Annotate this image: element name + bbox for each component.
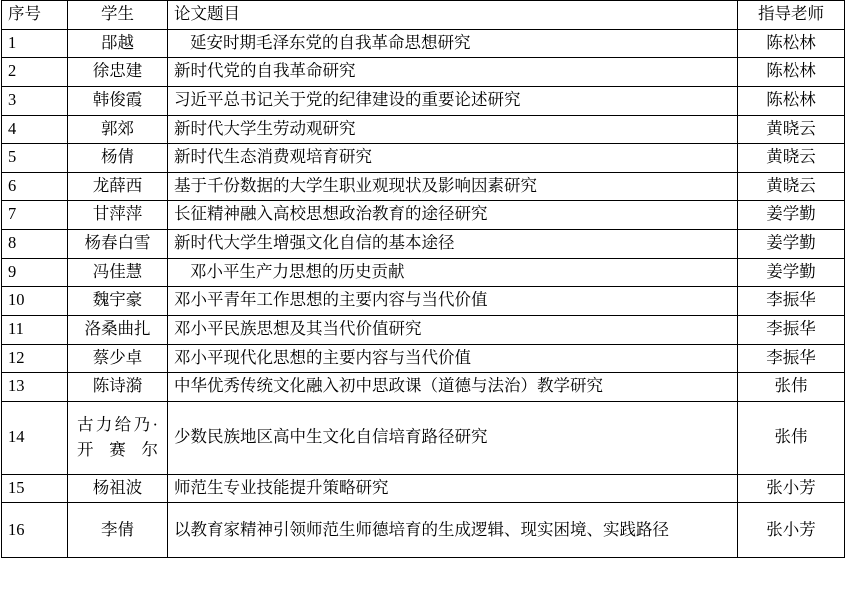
table-row — [2, 115, 845, 144]
row-no: 4 — [2, 115, 68, 144]
row-adviser: 李振华 — [738, 287, 845, 316]
row-title: 邓小平现代化思想的主要内容与当代价值 — [168, 344, 738, 373]
table-row — [2, 258, 845, 287]
table-row — [2, 58, 845, 87]
table-row — [2, 29, 845, 58]
row-no: 13 — [2, 373, 68, 402]
row-adviser: 张伟 — [738, 373, 845, 402]
table-header-row — [2, 1, 845, 30]
row-student: 魏宇豪 — [68, 287, 168, 316]
row-no: 8 — [2, 230, 68, 259]
row-no: 6 — [2, 172, 68, 201]
row-student: 郭郊 — [68, 115, 168, 144]
row-adviser: 陈松林 — [738, 86, 845, 115]
row-title: 基于千份数据的大学生职业观现状及影响因素研究 — [168, 172, 738, 201]
row-student: 徐忠建 — [68, 58, 168, 87]
column-header-title: 论文题目 — [168, 1, 738, 30]
row-no: 15 — [2, 474, 68, 503]
row-no: 14 — [2, 401, 68, 474]
row-title: 新时代大学生增强文化自信的基本途径 — [168, 230, 738, 259]
table-row — [2, 344, 845, 373]
row-student: 陈诗漪 — [68, 373, 168, 402]
row-student: 杨倩 — [68, 144, 168, 173]
row-student: 杨祖波 — [68, 474, 168, 503]
table-row — [2, 474, 845, 503]
row-title: 延安时期毛泽东党的自我革命思想研究 — [168, 29, 738, 58]
row-adviser: 姜学勤 — [738, 201, 845, 230]
row-title: 邓小平民族思想及其当代价值研究 — [168, 315, 738, 344]
row-adviser: 李振华 — [738, 344, 845, 373]
column-header-no: 序号 — [2, 1, 68, 30]
row-title: 师范生专业技能提升策略研究 — [168, 474, 738, 503]
row-student: 杨春白雪 — [68, 230, 168, 259]
row-adviser: 张小芳 — [738, 474, 845, 503]
row-student: 郘越 — [68, 29, 168, 58]
row-no: 3 — [2, 86, 68, 115]
table-row — [2, 144, 845, 173]
row-no: 1 — [2, 29, 68, 58]
row-no: 2 — [2, 58, 68, 87]
row-adviser: 陈松林 — [738, 29, 845, 58]
row-adviser: 陈松林 — [738, 58, 845, 87]
row-title: 新时代生态消费观培育研究 — [168, 144, 738, 173]
row-student: 甘萍萍 — [68, 201, 168, 230]
row-student: 洛桑曲扎 — [68, 315, 168, 344]
row-no: 16 — [2, 503, 68, 558]
row-adviser: 姜学勤 — [738, 258, 845, 287]
row-adviser: 黄晓云 — [738, 172, 845, 201]
row-student: 韩俊霞 — [68, 86, 168, 115]
row-no: 7 — [2, 201, 68, 230]
row-title: 邓小平青年工作思想的主要内容与当代价值 — [168, 287, 738, 316]
row-title: 中华优秀传统文化融入初中思政课（道德与法治）教学研究 — [168, 373, 738, 402]
table-row — [2, 201, 845, 230]
column-header-adviser: 指导老师 — [738, 1, 845, 30]
table-row — [2, 230, 845, 259]
table-row — [2, 503, 845, 558]
row-no: 5 — [2, 144, 68, 173]
row-title: 以教育家精神引领师范生师德培育的生成逻辑、现实困境、实践路径 — [168, 503, 738, 558]
row-student: 李倩 — [68, 503, 168, 558]
row-adviser: 张伟 — [738, 401, 845, 474]
table-row — [2, 315, 845, 344]
row-adviser: 黄晓云 — [738, 144, 845, 173]
row-adviser: 黄晓云 — [738, 115, 845, 144]
row-no: 11 — [2, 315, 68, 344]
row-title: 少数民族地区高中生文化自信培育路径研究 — [168, 401, 738, 474]
row-title: 新时代大学生劳动观研究 — [168, 115, 738, 144]
row-no: 10 — [2, 287, 68, 316]
row-title: 新时代党的自我革命研究 — [168, 58, 738, 87]
row-title: 长征精神融入高校思想政治教育的途径研究 — [168, 201, 738, 230]
row-adviser: 姜学勤 — [738, 230, 845, 259]
row-student: 冯佳慧 — [68, 258, 168, 287]
table-row — [2, 287, 845, 316]
row-student: 龙薛西 — [68, 172, 168, 201]
row-no: 12 — [2, 344, 68, 373]
row-student: 蔡少卓 — [68, 344, 168, 373]
table-row — [2, 86, 845, 115]
row-adviser: 张小芳 — [738, 503, 845, 558]
row-student: 古力给乃·开赛尔 — [68, 401, 168, 474]
column-header-student: 学生 — [68, 1, 168, 30]
row-adviser: 李振华 — [738, 315, 845, 344]
row-no: 9 — [2, 258, 68, 287]
thesis-list-table — [1, 0, 845, 558]
table-row — [2, 401, 845, 474]
table-row — [2, 373, 845, 402]
table-row — [2, 172, 845, 201]
row-title: 邓小平生产力思想的历史贡献 — [168, 258, 738, 287]
row-title: 习近平总书记关于党的纪律建设的重要论述研究 — [168, 86, 738, 115]
